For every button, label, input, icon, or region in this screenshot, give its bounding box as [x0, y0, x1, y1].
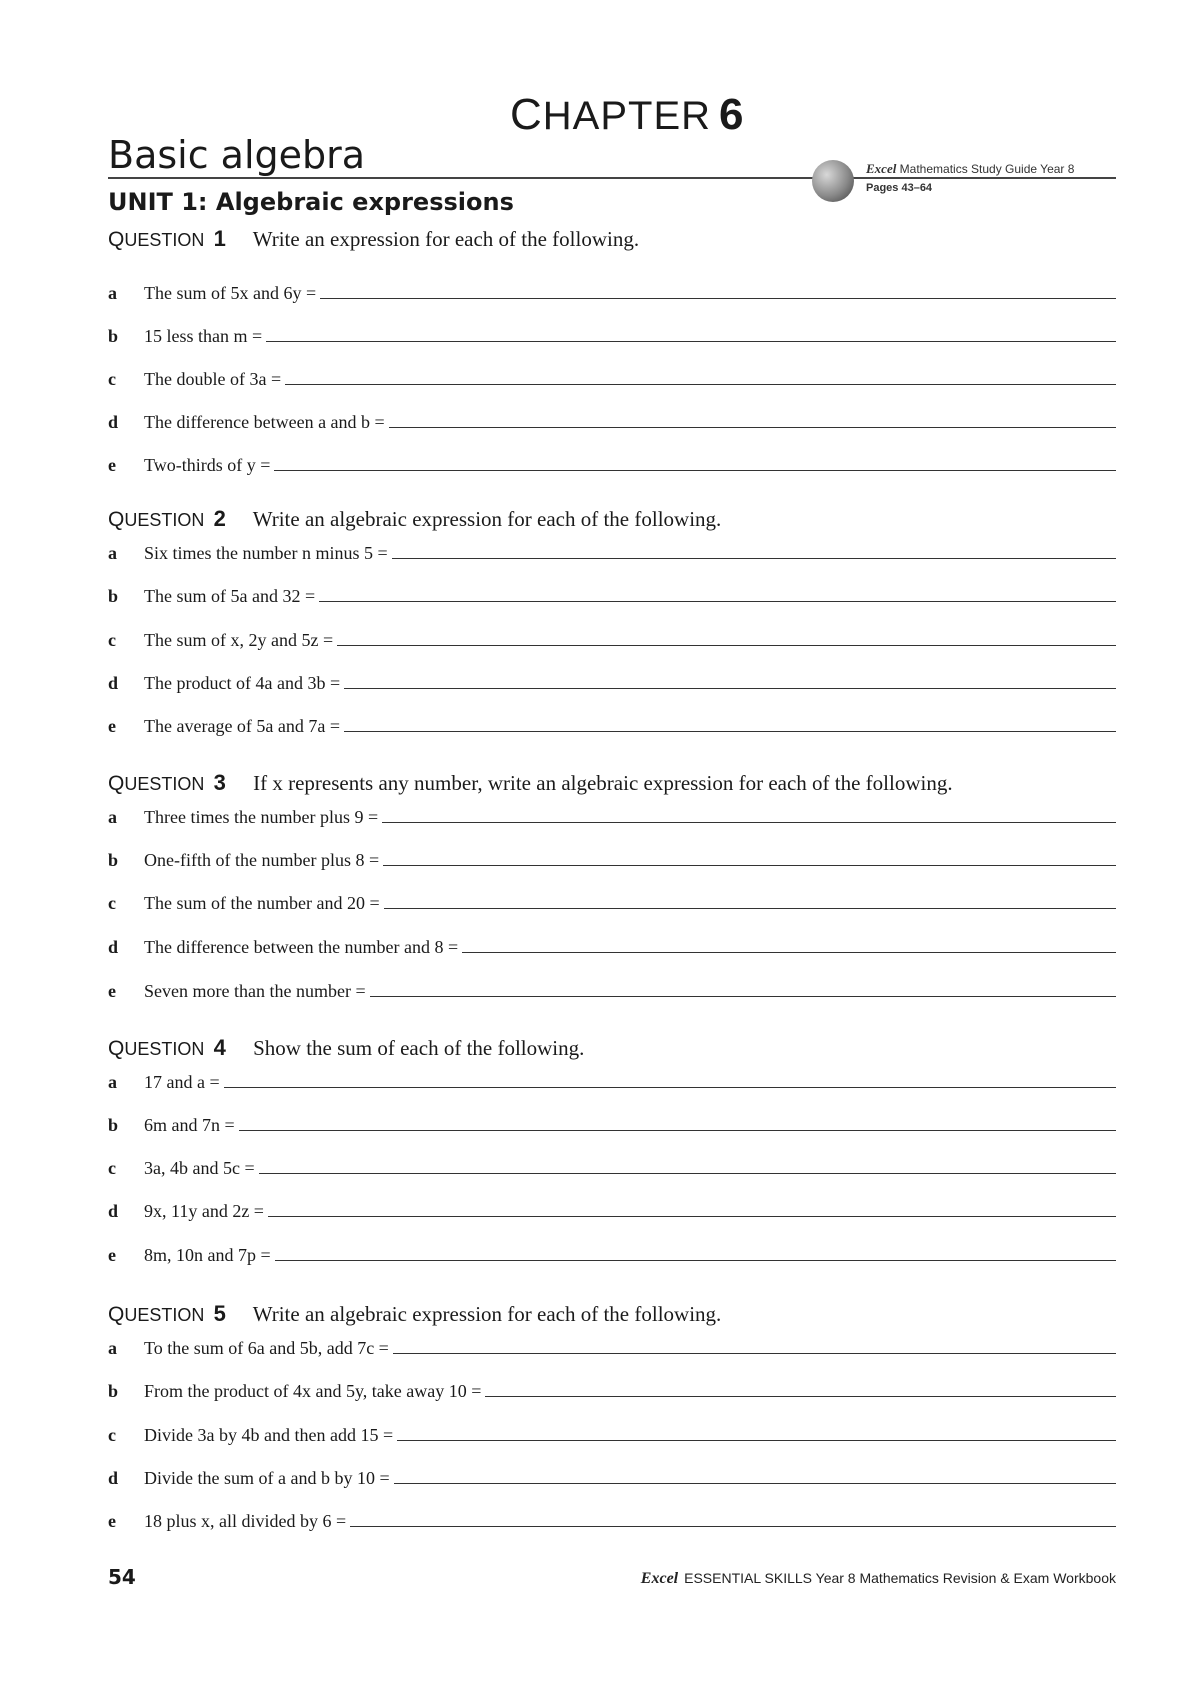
answer-line[interactable]	[370, 996, 1116, 997]
question-label: QUESTION	[108, 228, 205, 251]
question-1-heading	[108, 226, 639, 252]
item-text: Divide 3a by 4b and then add 15 =	[144, 1425, 394, 1445]
q4-item-a	[108, 1067, 1116, 1093]
item-text: The product of 4a and 3b =	[144, 673, 341, 693]
q1-item-d	[108, 407, 1116, 433]
title-divider	[108, 177, 1116, 179]
item-text: Three times the number plus 9 =	[144, 807, 379, 827]
chapter-word: HAPTER	[542, 94, 712, 138]
answer-line[interactable]	[382, 822, 1116, 823]
q5-item-b	[108, 1376, 1116, 1402]
q2-item-c	[108, 625, 1116, 651]
question-prompt: Write an algebraic expression for each of the following.	[252, 507, 722, 531]
reference-book	[866, 161, 1074, 177]
question-number: 2	[213, 506, 226, 531]
item-letter: b	[108, 586, 119, 606]
reference-brand: Excel	[866, 161, 897, 176]
q1-item-a	[108, 278, 1116, 304]
answer-line[interactable]	[319, 601, 1116, 602]
item-letter: c	[108, 1425, 116, 1445]
chapter-number: 6	[719, 90, 745, 139]
item-letter: e	[108, 981, 116, 1001]
item-letter: d	[108, 937, 119, 957]
answer-line[interactable]	[337, 645, 1116, 646]
answer-line[interactable]	[275, 1260, 1116, 1261]
answer-line[interactable]	[259, 1173, 1116, 1174]
item-letter: c	[108, 369, 116, 389]
answer-line[interactable]	[268, 1216, 1116, 1217]
item-letter: e	[108, 455, 116, 475]
item-letter: b	[108, 1115, 119, 1135]
question-prompt: Show the sum of each of the following.	[253, 1036, 585, 1060]
question-prompt: If x represents any number, write an algebraic expression for each of the following.	[253, 771, 953, 795]
item-letter: e	[108, 716, 116, 736]
q1-item-e	[108, 450, 1116, 476]
unit-heading: UNIT 1: Algebraic expressions	[108, 188, 514, 216]
q3-item-c	[108, 888, 1116, 914]
question-prompt: Write an expression for each of the following.	[252, 227, 640, 251]
item-text: One-fifth of the number plus 8 =	[144, 850, 380, 870]
item-letter: d	[108, 1468, 119, 1488]
q3-item-d	[108, 932, 1116, 958]
question-number: 4	[213, 1035, 226, 1060]
q4-item-e	[108, 1240, 1116, 1266]
item-text: The difference between a and b =	[144, 412, 385, 432]
answer-line[interactable]	[394, 1483, 1116, 1484]
item-text: 18 plus x, all divided by 6 =	[144, 1511, 347, 1531]
q5-item-a	[108, 1333, 1116, 1359]
q3-item-b	[108, 845, 1116, 871]
item-text: Six times the number n minus 5 =	[144, 543, 388, 563]
reference-book-title: Mathematics Study Guide Year 8	[899, 162, 1075, 176]
chapter-heading	[510, 90, 745, 140]
item-letter: a	[108, 543, 117, 563]
question-label: QUESTION	[108, 508, 205, 531]
q2-item-d	[108, 668, 1116, 694]
item-text: The sum of the number and 20 =	[144, 893, 380, 913]
item-letter: d	[108, 412, 119, 432]
answer-line[interactable]	[462, 952, 1116, 953]
q5-item-d	[108, 1463, 1116, 1489]
footer-book-title	[641, 1570, 1116, 1588]
answer-line[interactable]	[224, 1087, 1116, 1088]
item-text: The sum of x, 2y and 5z =	[144, 630, 334, 650]
item-text: Divide the sum of a and b by 10 =	[144, 1468, 390, 1488]
item-text: 9x, 11y and 2z =	[144, 1201, 264, 1221]
item-text: 15 less than m =	[144, 326, 263, 346]
answer-line[interactable]	[350, 1526, 1116, 1527]
q3-item-a	[108, 802, 1116, 828]
item-letter: a	[108, 1072, 117, 1092]
answer-line[interactable]	[344, 731, 1116, 732]
item-text: Seven more than the number =	[144, 981, 366, 1001]
question-5-heading	[108, 1301, 721, 1327]
question-label: QUESTION	[108, 1303, 205, 1326]
question-4-heading	[108, 1035, 584, 1061]
question-2-heading	[108, 506, 721, 532]
answer-line[interactable]	[285, 384, 1116, 385]
answer-line[interactable]	[393, 1353, 1116, 1354]
page-title: Basic algebra	[108, 133, 366, 177]
item-text: To the sum of 6a and 5b, add 7c =	[144, 1338, 389, 1358]
item-letter: a	[108, 283, 117, 303]
answer-line[interactable]	[383, 865, 1116, 866]
item-letter: e	[108, 1511, 116, 1531]
q4-item-c	[108, 1153, 1116, 1179]
q1-item-c	[108, 364, 1116, 390]
item-text: 8m, 10n and 7p =	[144, 1245, 271, 1265]
item-text: 3a, 4b and 5c =	[144, 1158, 255, 1178]
q3-item-e	[108, 976, 1116, 1002]
answer-line[interactable]	[389, 427, 1116, 428]
item-text: The double of 3a =	[144, 369, 282, 389]
q1-item-b	[108, 321, 1116, 347]
q2-item-b	[108, 581, 1116, 607]
reference-pages: Pages 43–64	[866, 182, 933, 194]
answer-line[interactable]	[384, 908, 1116, 909]
item-text: Two-thirds of y =	[144, 455, 271, 475]
item-letter: b	[108, 1381, 119, 1401]
item-letter: b	[108, 326, 119, 346]
question-3-heading	[108, 770, 953, 796]
question-label: QUESTION	[108, 772, 205, 795]
footer-title-text: ESSENTIAL SKILLS Year 8 Mathematics Revision & Exam Workbook	[684, 1570, 1116, 1586]
answer-line[interactable]	[485, 1396, 1116, 1397]
answer-line[interactable]	[320, 298, 1116, 299]
q4-item-d	[108, 1196, 1116, 1222]
item-letter: c	[108, 630, 116, 650]
q5-item-e	[108, 1506, 1116, 1532]
question-prompt: Write an algebraic expression for each of the following.	[252, 1302, 722, 1326]
item-text: 6m and 7n =	[144, 1115, 235, 1135]
chapter-prefix: C	[510, 90, 543, 139]
answer-line[interactable]	[344, 688, 1116, 689]
item-text: 17 and a =	[144, 1072, 220, 1092]
reference-badge-icon	[812, 160, 854, 202]
q4-item-b	[108, 1110, 1116, 1136]
question-number: 5	[213, 1301, 226, 1326]
answer-line[interactable]	[266, 341, 1116, 342]
q2-item-e	[108, 711, 1116, 737]
item-text: The sum of 5a and 32 =	[144, 586, 316, 606]
item-text: The sum of 5x and 6y =	[144, 283, 317, 303]
item-text: From the product of 4x and 5y, take away 10 =	[144, 1381, 482, 1401]
footer-brand: Excel	[640, 1570, 679, 1587]
item-letter: b	[108, 850, 119, 870]
item-letter: c	[108, 1158, 116, 1178]
question-number: 3	[213, 770, 226, 795]
answer-line[interactable]	[392, 558, 1116, 559]
item-text: The difference between the number and 8 =	[144, 937, 459, 957]
item-letter: a	[108, 807, 117, 827]
answer-line[interactable]	[239, 1130, 1116, 1131]
item-letter: d	[108, 673, 119, 693]
q5-item-c	[108, 1420, 1116, 1446]
item-letter: e	[108, 1245, 116, 1265]
item-letter: c	[108, 893, 116, 913]
item-letter: d	[108, 1201, 119, 1221]
q2-item-a	[108, 538, 1116, 564]
answer-line[interactable]	[397, 1440, 1116, 1441]
item-letter: a	[108, 1338, 117, 1358]
item-text: The average of 5a and 7a =	[144, 716, 341, 736]
page-number: 54	[108, 1565, 136, 1589]
question-number: 1	[213, 226, 226, 251]
question-label: QUESTION	[108, 1037, 205, 1060]
answer-line[interactable]	[274, 470, 1116, 471]
